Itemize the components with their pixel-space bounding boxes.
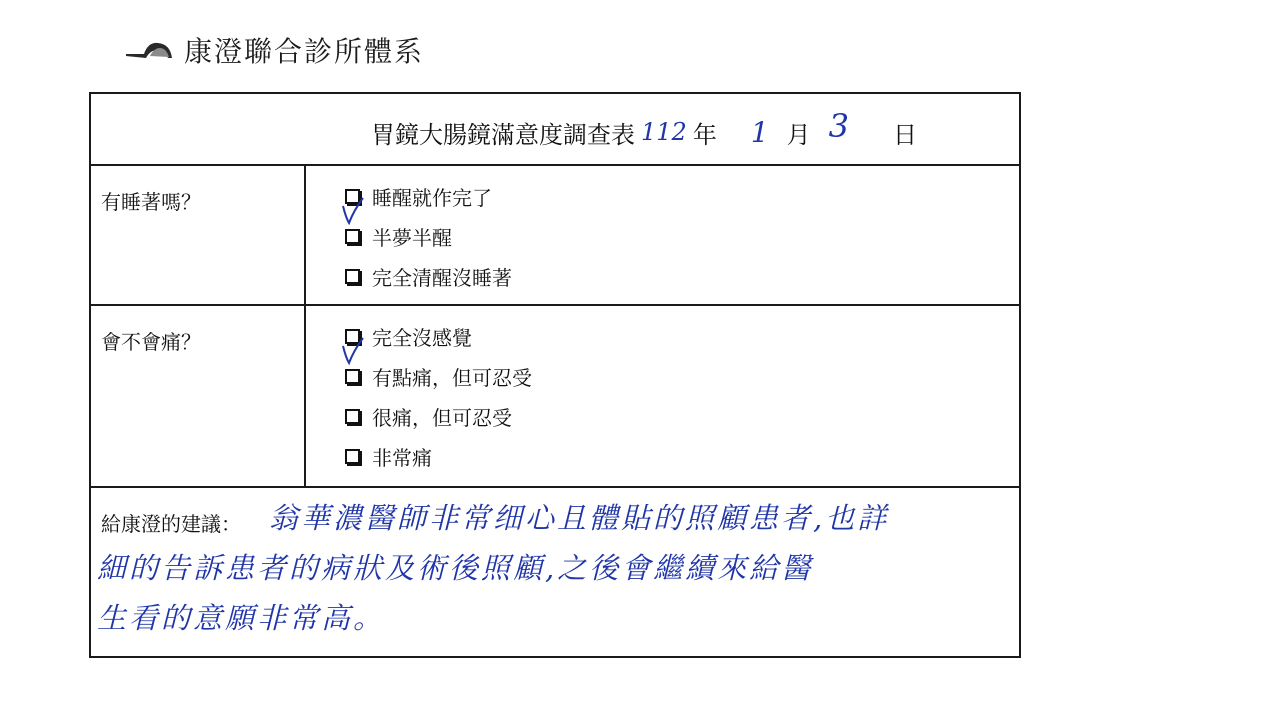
option-text: 完全沒感覺 [372, 325, 472, 350]
survey-form [89, 92, 1021, 658]
option-asleep[interactable] [345, 176, 512, 216]
date-day-unit: 日 [893, 120, 917, 149]
checkbox[interactable] [345, 369, 360, 384]
option-little-pain[interactable] [345, 356, 532, 396]
option-very-painful-tolerable[interactable] [345, 396, 532, 436]
column-divider [304, 164, 306, 488]
form-title-row [371, 107, 917, 152]
option-text: 睡醒就作完了 [372, 185, 492, 210]
date-year: 112 [641, 118, 687, 146]
form-title: 胃鏡大腸鏡滿意度調查表 [371, 120, 635, 149]
divider [91, 486, 1019, 488]
fan-logo-icon [124, 38, 174, 62]
suggestion-line: 生看的意願非常高。 [97, 601, 386, 635]
option-text: 半夢半醒 [372, 225, 452, 250]
date-month: 1 [750, 115, 769, 149]
question-pain-label: 會不會痛？ [101, 330, 201, 354]
checkbox[interactable] [345, 229, 360, 244]
suggestion-line: 細的告訴患者的病狀及術後照顧,之後會繼續來給醫 [97, 551, 814, 585]
suggestion-line: 翁華濃醫師非常细心且體貼的照顧患者,也詳 [269, 501, 890, 535]
option-text: 非常痛 [372, 445, 432, 470]
clinic-name: 康澄聯合診所體系 [184, 35, 425, 68]
question-sleep-label: 有睡著嗎？ [101, 190, 201, 214]
divider [91, 164, 1019, 166]
option-text: 完全清醒沒睡著 [372, 265, 512, 290]
question-pain-options [345, 316, 532, 476]
date-year-unit: 年 [692, 120, 717, 149]
checkbox[interactable] [345, 329, 360, 344]
checkbox[interactable] [345, 409, 360, 424]
option-awake[interactable] [345, 256, 512, 296]
checkbox[interactable] [345, 189, 360, 204]
date-month-unit: 月 [786, 120, 811, 149]
suggestion-label: 給康澄的建議： [101, 512, 241, 536]
question-sleep-options [345, 176, 512, 296]
option-no-feeling[interactable] [345, 316, 532, 356]
option-extremely-painful[interactable] [345, 436, 532, 476]
option-text: 很痛，但可忍受 [372, 405, 512, 430]
date-day: 3 [828, 107, 849, 145]
clinic-header [124, 30, 424, 70]
checkbox[interactable] [345, 269, 360, 284]
option-text: 有點痛，但可忍受 [372, 365, 532, 390]
divider [91, 304, 1019, 306]
option-half-asleep[interactable] [345, 216, 512, 256]
checkbox[interactable] [345, 449, 360, 464]
